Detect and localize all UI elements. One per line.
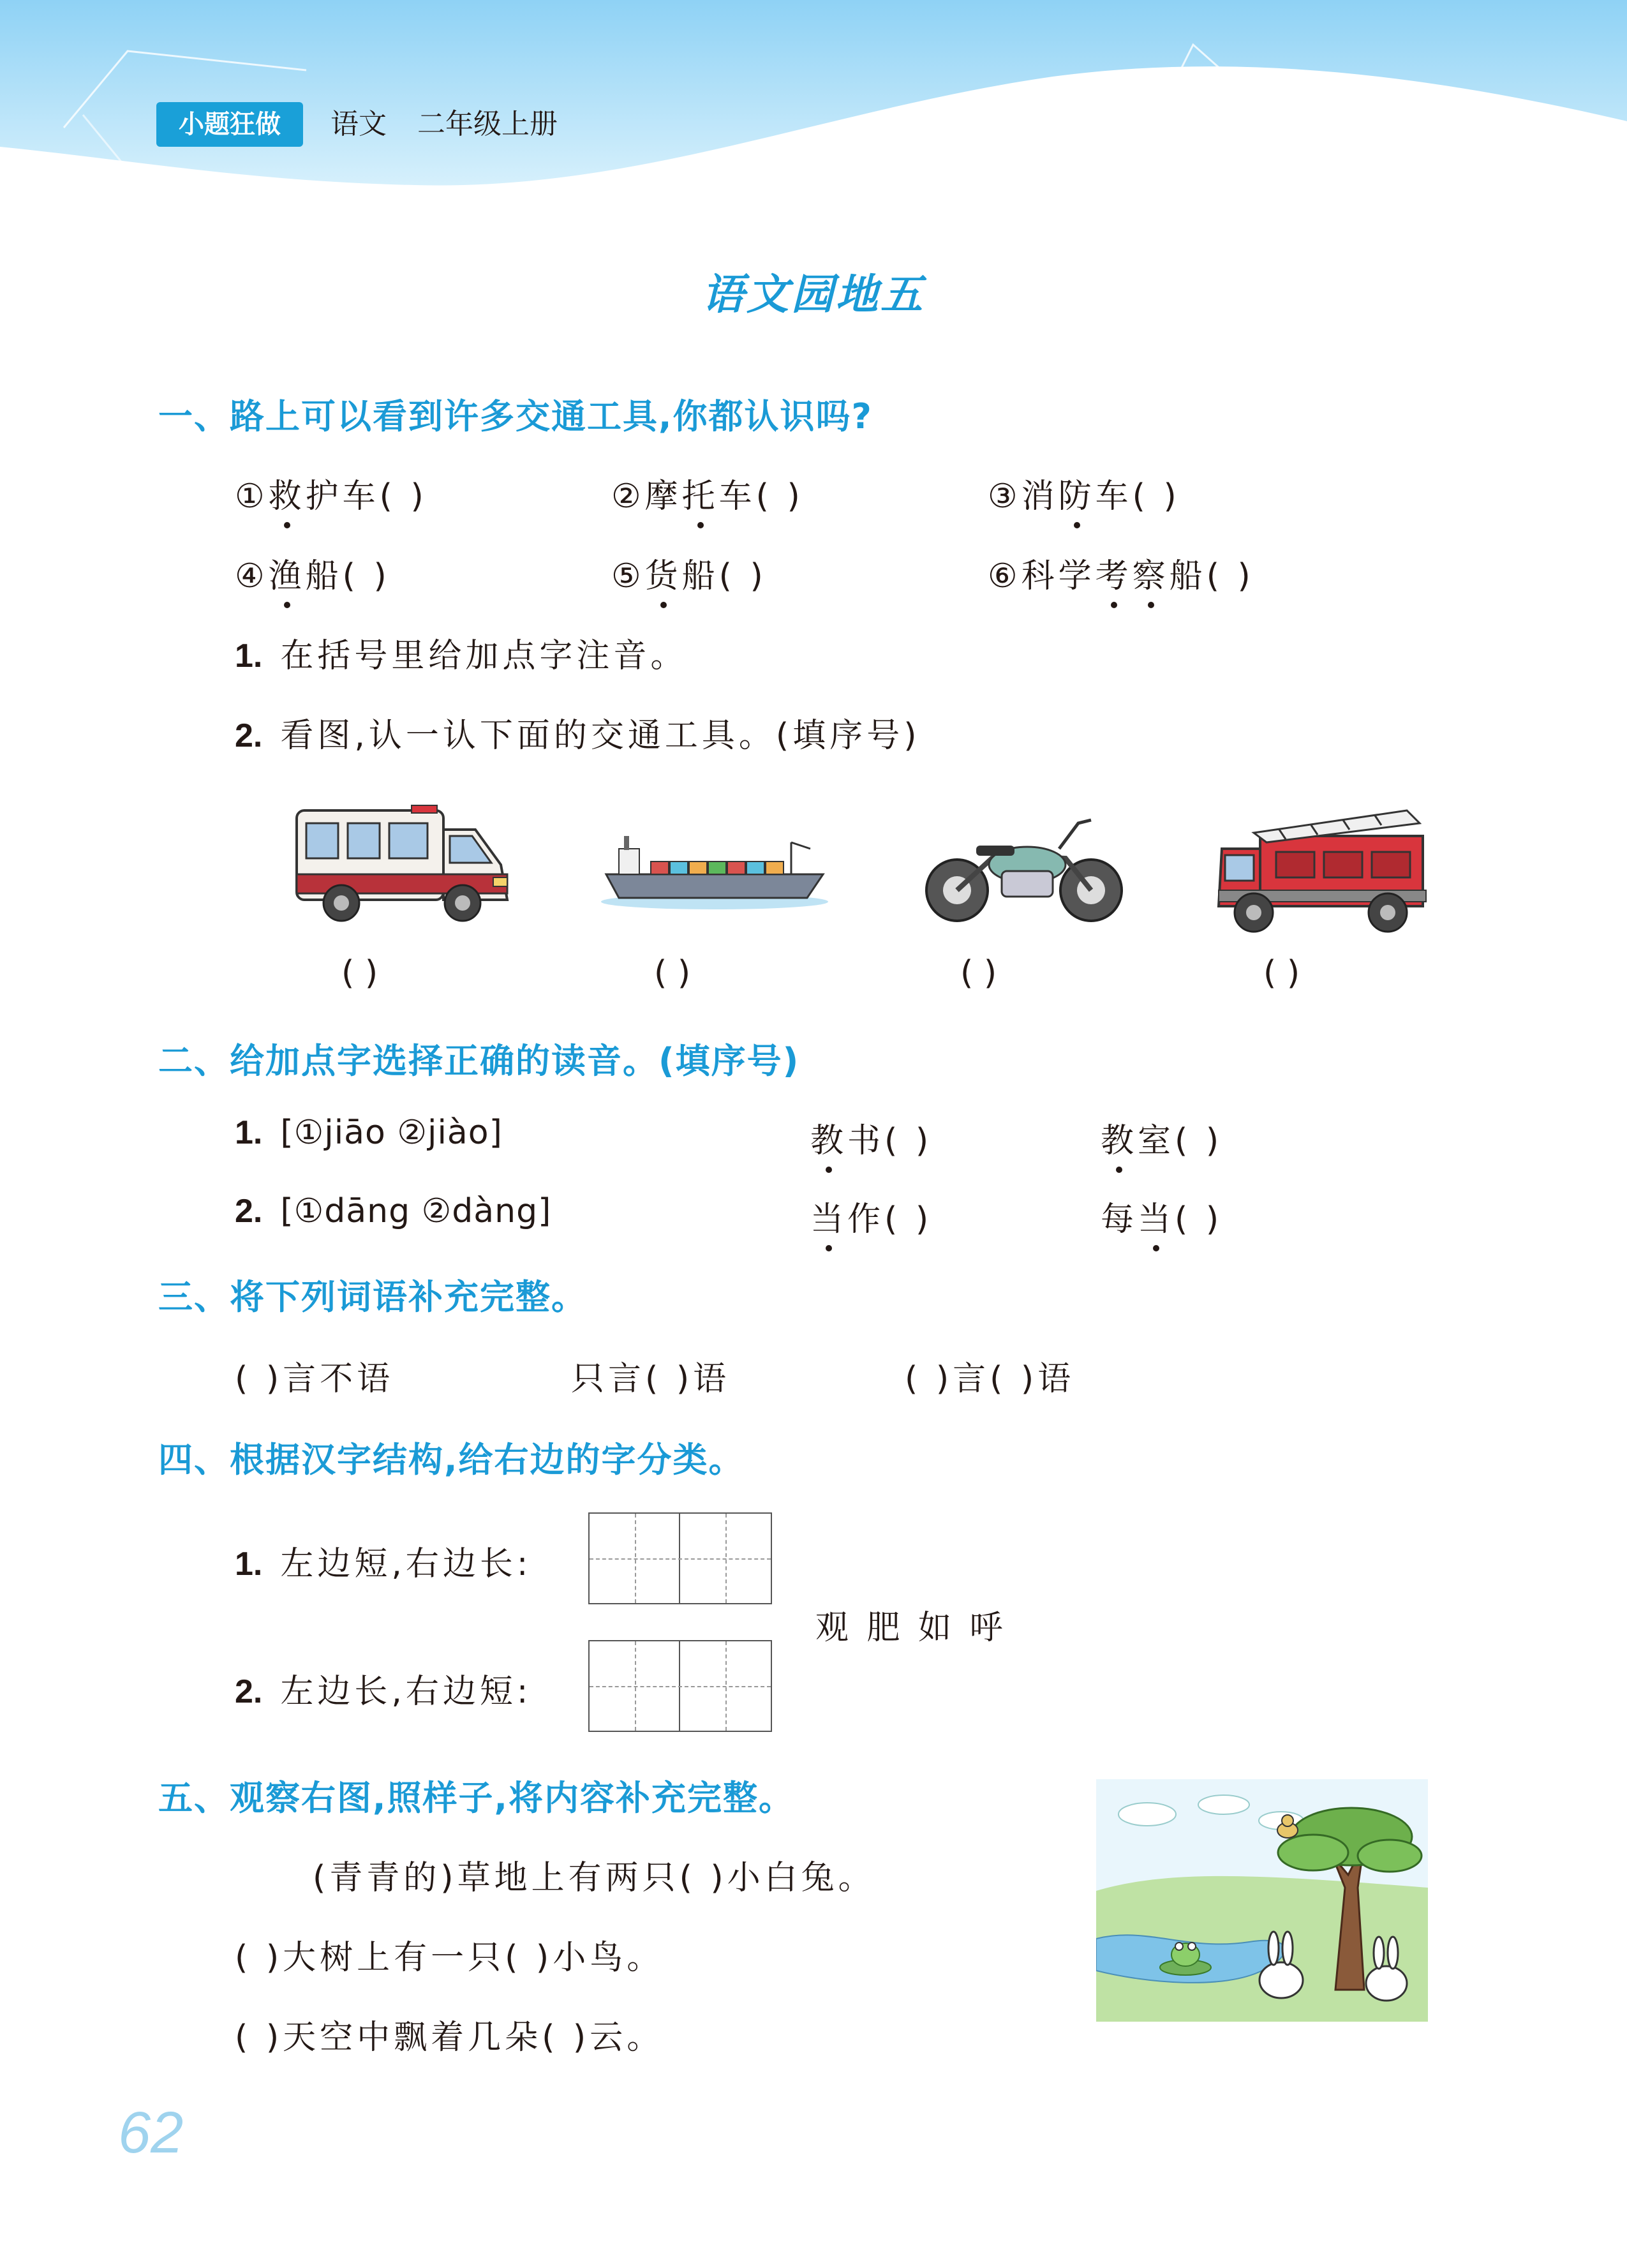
s2-row-1-word-2: 教室( ) [1101,1114,1222,1161]
motorcycle-illustration [919,810,1129,925]
s5-line-1: (青青的)草地上有两只( )小白兔。 [313,1859,875,1897]
s2-row-2-options: 2. [①dāng ②dàng] [235,1192,552,1230]
page-title: 语文园地五 [702,270,925,319]
s1-item-5: ⑤货船( ) [611,549,767,597]
section-1-heading: 一、路上可以看到许多交通工具,你都认识吗? [158,396,873,436]
s2-row-2-word-2: 每当( ) [1101,1192,1222,1240]
s4-characters: 观 肥 如 呼 [815,1609,1007,1647]
section-3-heading: 三、将下列词语补充完整。 [158,1277,587,1317]
s3-phrase-1: ( )言不语 [235,1360,394,1398]
s1-item-3: ③消防车( ) [988,469,1180,517]
s2-row-1-word-1: 教书( ) [810,1114,932,1161]
s3-phrase-2: 只言( )语 [571,1360,731,1398]
book-series-badge: 小题狂做 [156,102,303,147]
s1-item-6: ⑥科学考察船( ) [988,549,1254,597]
s4-question-1: 1. 左边短,右边长: [235,1545,532,1583]
s1-question-1: 1. 在括号里给加点字注音。 [235,637,688,675]
s4-question-2: 2. 左边长,右边短: [235,1673,532,1711]
section-4-heading: 四、根据汉字结构,给右边的字分类。 [158,1440,745,1480]
s1-question-2: 2. 看图,认一认下面的交通工具。(填序号) [235,717,921,755]
s1-item-1: ①救护车( ) [235,469,427,517]
s5-line-2: ( )大树上有一只( )小鸟。 [235,1939,664,1977]
fire-truck-illustration [1215,798,1432,938]
page-number: 62 [118,2100,184,2165]
header-subject: 语文 [331,108,387,140]
header-grade: 二年级上册 [417,108,558,140]
s2-row-1-options: 1. [①jiāo ②jiào] [235,1114,503,1152]
firetruck-answer-blank[interactable]: ( ) [1263,954,1300,992]
s5-line-3: ( )天空中飘着几朵( )云。 [235,2018,664,2057]
s2-row-2-word-1: 当作( ) [810,1192,932,1240]
section-5-heading: 五、观察右图,照样子,将内容补充完整。 [158,1778,795,1818]
s4-answer-grid-1[interactable] [588,1512,772,1604]
ship-answer-blank[interactable]: ( ) [654,954,691,992]
cargo-ship-illustration [600,826,829,913]
s3-phrase-3: ( )言( )语 [905,1360,1075,1398]
s1-item-2: ②摩托车( ) [611,469,804,517]
meadow-scene-illustration [1096,1779,1428,2022]
s1-item-4: ④渔船( ) [235,549,390,597]
s4-answer-grid-2[interactable] [588,1640,772,1732]
section-2-heading: 二、给加点字选择正确的读音。(填序号) [158,1041,800,1081]
motorcycle-answer-blank[interactable]: ( ) [960,954,997,992]
ambulance-answer-blank[interactable]: ( ) [341,954,378,992]
ambulance-illustration [290,804,514,932]
